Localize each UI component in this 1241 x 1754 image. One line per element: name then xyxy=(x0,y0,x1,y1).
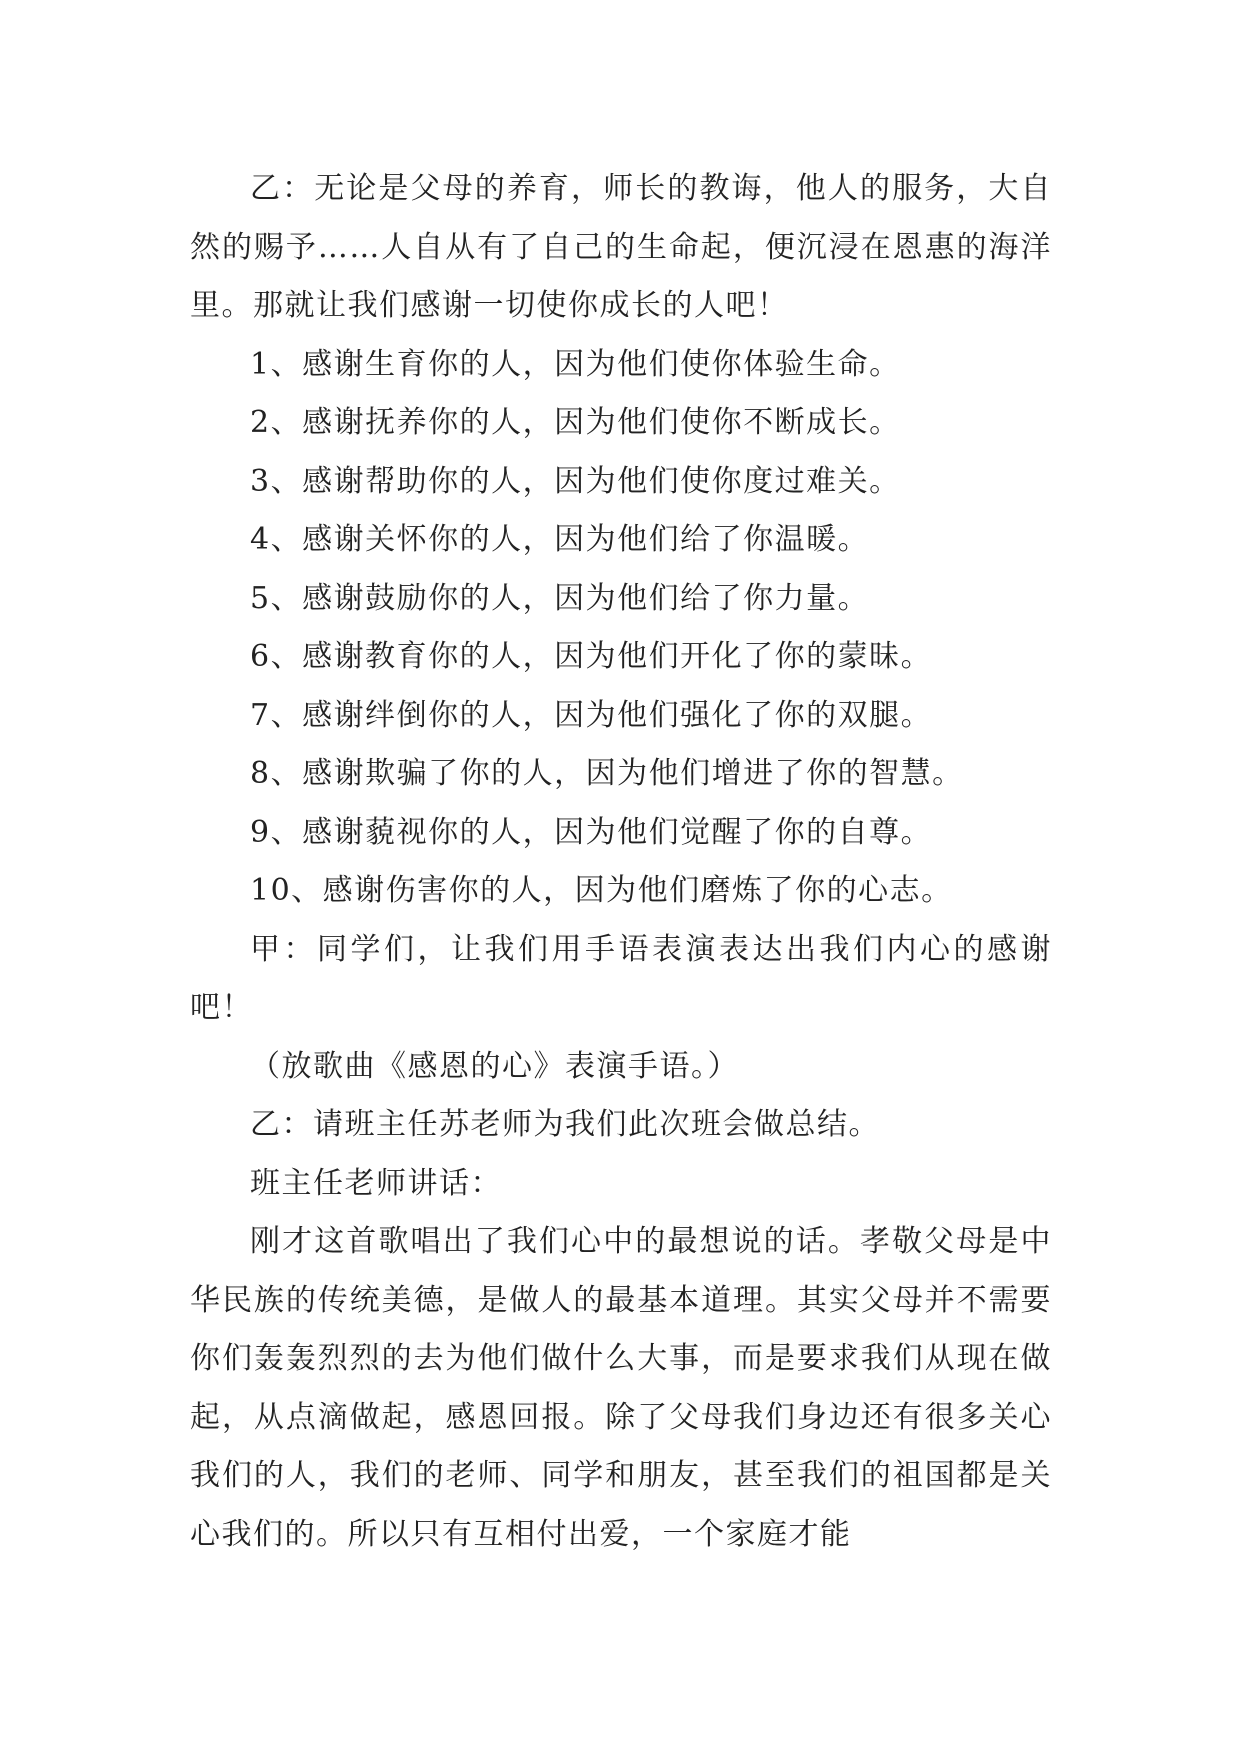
paragraph-jia: 甲：同学们，让我们用手语表演表达出我们内心的感谢吧！ xyxy=(190,931,1052,1025)
list-item-9: 9、感谢藐视你的人，因为他们觉醒了你的自尊。 xyxy=(250,814,933,850)
list-item-4: 4、感谢关怀你的人，因为他们给了你温暖。 xyxy=(250,522,870,557)
list-item-8: 8、感谢欺骗了你的人，因为他们增进了你的智慧。 xyxy=(250,756,964,791)
paragraph-teacher-speech: 刚才这首歌唱出了我们心中的最想说的话。孝敬父母是中华民族的传统美德，是做人的最基本道理。其实父母并不需要你们轰轰烈烈的去为他们做什么大事，而是要求我们从现在做起，从点滴做起，感恩回报。除了父母我们身边还有很多关心我们的人，我们的老师、同学和朋友，甚至我们的祖国都是关心我们的。所以只有互相付出爱，一个家庭才能 xyxy=(190,1224,1052,1552)
list-item-1: 1、感谢生育你的人，因为他们使你体验生命。 xyxy=(250,346,901,382)
paragraph-intro: 乙：无论是父母的养育，师长的教诲，他人的服务，大自然的赐予……人自从有了自己的生命起，便沉浸在恩惠的海洋里。那就让我们感谢一切使你成长的人吧！ xyxy=(190,171,1052,323)
paragraph-yi: 乙：请班主任苏老师为我们此次班会做总结。 xyxy=(250,1107,880,1142)
list-item-3: 3、感谢帮助你的人，因为他们使你度过难关。 xyxy=(250,463,901,499)
document-body xyxy=(190,160,1052,1564)
list-item-2: 2、感谢抚养你的人，因为他们使你不断成长。 xyxy=(250,405,901,440)
paragraph-teacher-heading: 班主任老师讲话： xyxy=(250,1165,502,1201)
list-item-6: 6、感谢教育你的人，因为他们开化了你的蒙昧。 xyxy=(250,639,933,674)
paragraph-stage-direction: （放歌曲《感恩的心》表演手语。） xyxy=(250,1048,739,1084)
list-item-10: 10、感谢伤害你的人，因为他们磨炼了你的心志。 xyxy=(250,873,953,908)
list-item-7: 7、感谢绊倒你的人，因为他们强化了你的双腿。 xyxy=(250,697,933,733)
list-item-5: 5、感谢鼓励你的人，因为他们给了你力量。 xyxy=(250,580,870,616)
